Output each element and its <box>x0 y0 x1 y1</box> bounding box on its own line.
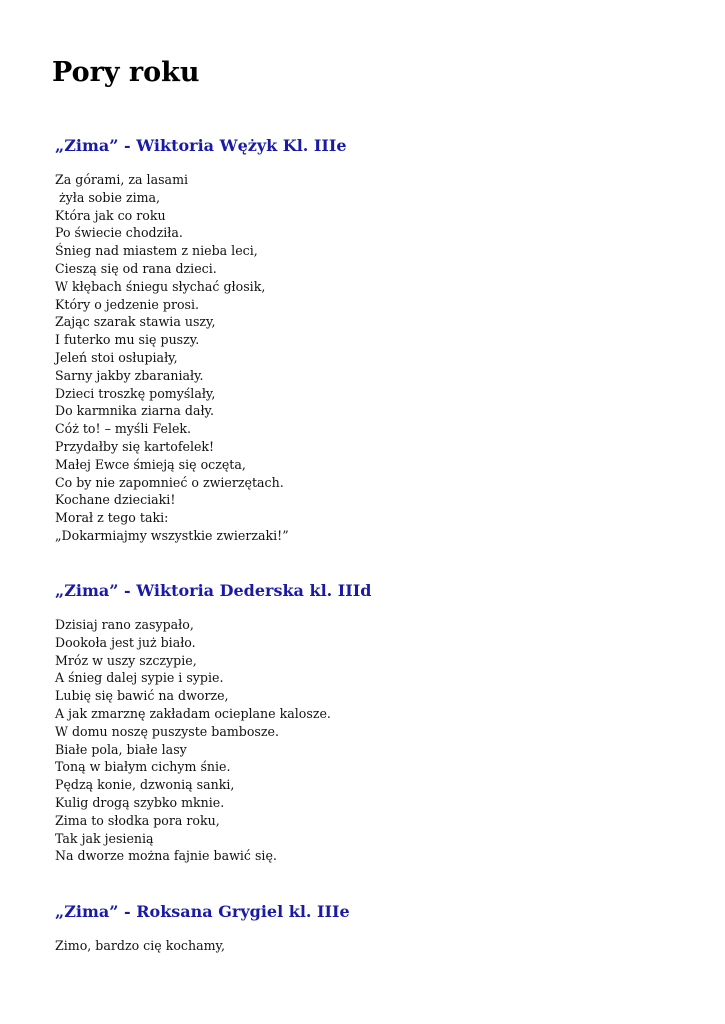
poem-line: Jeleń stoi osłupiały, <box>55 349 178 365</box>
poem-body <box>55 171 289 545</box>
page-title: Pory roku <box>52 57 200 88</box>
poem-title: „Zima” - Roksana Grygiel kl. IIIe <box>55 902 350 921</box>
poem-line: I futerko mu się puszy. <box>55 332 200 348</box>
poem-line: Morał z tego taki: <box>55 510 169 526</box>
poem-line: Po świecie chodziła. <box>55 225 183 241</box>
poem-line: Pędzą konie, dzwonią sanki, <box>55 777 235 793</box>
poem-line: Zima to słodka pora roku, <box>55 812 220 828</box>
poem-line: Który o jedzenie prosi. <box>55 296 200 312</box>
poem-body <box>55 937 225 955</box>
poem-line: Cóż to! – myśli Felek. <box>55 421 192 437</box>
poem-line: Dzieci troszkę pomyślały, <box>55 385 216 401</box>
poem-line: Dookoła jest już biało. <box>55 634 196 650</box>
poem-title: „Zima” - Wiktoria Dederska kl. IIId <box>55 581 372 600</box>
poem-line: Lubię się bawić na dworze, <box>55 688 229 704</box>
poem-line: Kulig drogą szybko mknie. <box>55 794 225 810</box>
poem-line: Dzisiaj rano zasypało, <box>55 617 194 632</box>
poem-line: Na dworze można fajnie bawić się. <box>55 848 277 864</box>
poem-line: A śnieg dalej sypie i sypie. <box>55 670 224 686</box>
poem-line: Która jak co roku <box>55 207 166 223</box>
poem-line: Zimo, bardzo cię kochamy, <box>55 938 225 953</box>
poem-line: Co by nie zapomnieć o zwierzętach. <box>55 474 284 490</box>
poem-line: W domu noszę puszyste bambosze. <box>55 723 279 739</box>
poem-line: Sarny jakby zbaraniały. <box>55 367 204 383</box>
poem-line: A jak zmarznę zakładam ocieplane kalosze. <box>55 705 331 721</box>
poem-line: Śnieg nad miastem z nieba leci, <box>55 243 258 259</box>
poem-line: Białe pola, białe lasy <box>55 741 187 757</box>
poem-line: Tak jak jesienią <box>55 830 154 846</box>
poem-line: Kochane dzieciaki! <box>55 492 176 508</box>
poem-line: Małej Ewce śmieją się oczęta, <box>55 456 246 472</box>
poem-line: Do karmnika ziarna dały. <box>55 403 214 419</box>
poem-line: Mróz w uszy szczypie, <box>55 652 197 668</box>
poem-body <box>55 616 331 865</box>
poem-line: żyła sobie zima, <box>55 189 161 205</box>
poem-line: Toną w białym cichym śnie. <box>55 759 231 775</box>
poem-line: Zając szarak stawia uszy, <box>55 314 216 330</box>
poem-title: „Zima” - Wiktoria Wężyk Kl. IIIe <box>55 136 347 155</box>
poem-line: Przydałby się kartofelek! <box>55 438 215 454</box>
poem-line: Cieszą się od rana dzieci. <box>55 260 217 276</box>
poem-line: W kłębach śniegu słychać głosik, <box>55 278 266 294</box>
poem-line: „Dokarmiajmy wszystkie zwierzaki!” <box>55 527 289 543</box>
poem-line: Za górami, za lasami <box>55 172 189 187</box>
